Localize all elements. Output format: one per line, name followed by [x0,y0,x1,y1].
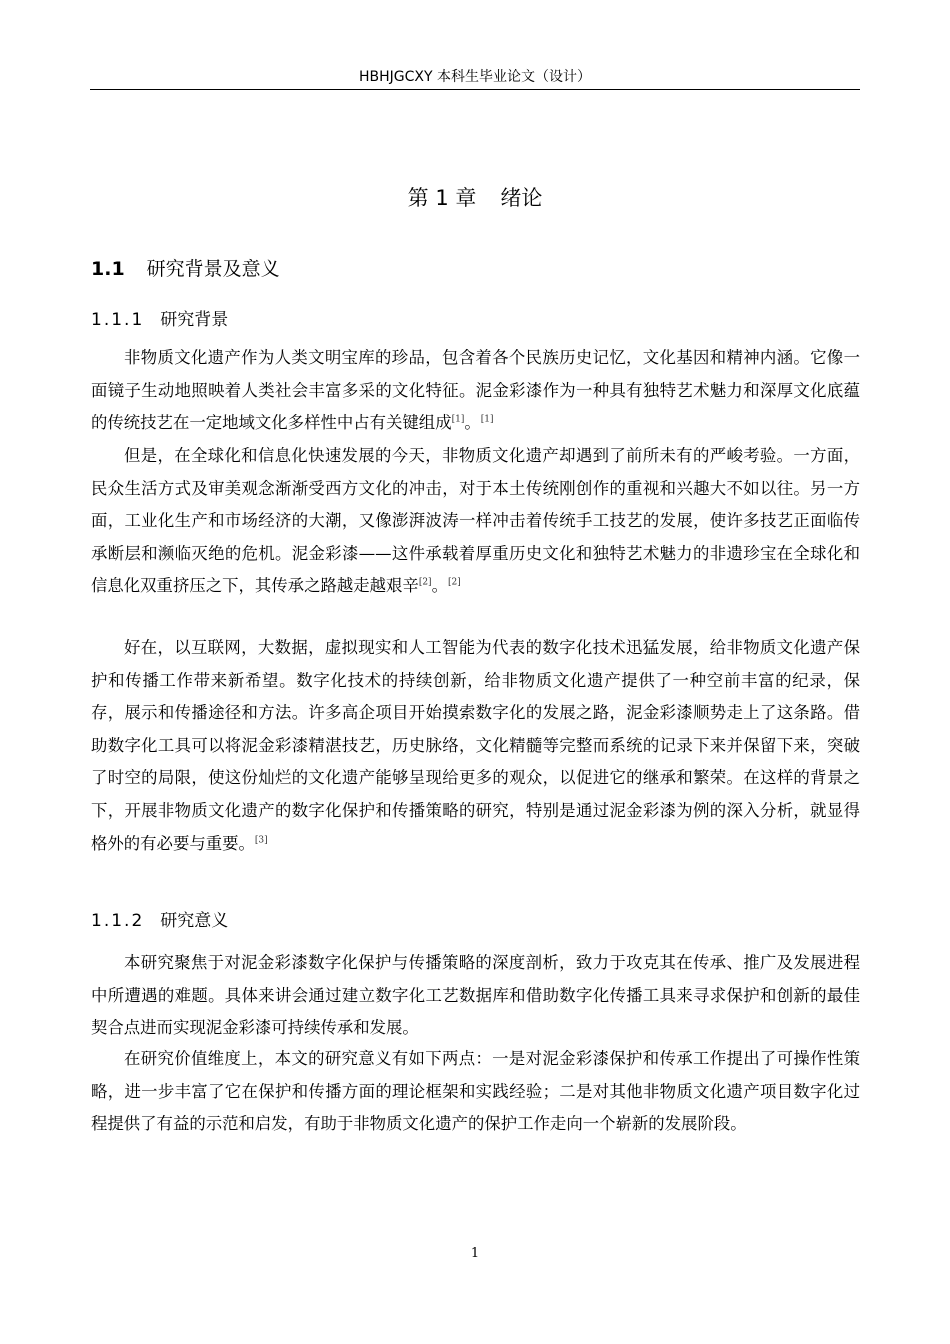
subsection-name: 研究背景 [160,310,229,330]
citation-marker: [3] [254,835,268,846]
chapter-name: 绪论 [500,186,543,210]
background-paragraph-1 [91,342,860,440]
section-heading-1-1 [91,256,280,282]
chapter-title [90,183,860,213]
subsection-heading-1-1-2 [91,909,228,933]
section-number: 1.1 [91,258,125,280]
page-number: 1 [470,1246,480,1261]
paragraph-text: 但是，在全球化和信息化快速发展的今天，非物质文化遗产却遇到了前所未有的严峻考验。一方面，民众生活方式及审美观念渐渐受西方文化的冲击，对于本土传统刚创作的重视和兴趣大不如以往。另一方面，工业化生产和市场经济的大潮，又像澎湃波涛一样冲击着传统手工技艺的发展，使许多技艺正面临传承断层和濒临灭绝的危机。泥金彩漆——这件承载着厚重历史文化和独特艺术魅力的非遗珍宝在全球化和信息化双重挤压之下，其传承之路越走越艰辛 [91,446,860,596]
citation-marker: [1] [480,414,494,425]
significance-paragraph-2: 在研究价值维度上，本文的研究意义有如下两点：一是对泥金彩漆保护和传承工作提出了可操作性策略，进一步丰富了它在保护和传播方面的理论框架和实践经验；二是对其他非物质文化遗产项目数字化过程提供了有益的示范和启发，有助于非物质文化遗产的保护工作走向一个崭新的发展阶段。 [91,1049,860,1134]
subsection-name: 研究意义 [160,911,229,931]
paragraph-end: 。 [431,576,448,596]
subsection-heading-1-1-1 [91,308,228,332]
citation-marker: [2] [418,577,432,588]
paragraph-end: 。 [464,413,481,433]
running-header: HBHJGCXY 本科生毕业论文（设计） [90,68,860,90]
significance-paragraph-1: 本研究聚焦于对泥金彩漆数字化保护与传播策略的深度剖析，致力于攻克其在传承、推广及发展进程中所遭遇的难题。具体来讲会通过建立数字化工艺数据库和借助数字化传播工具来寻求保护和创新的最佳契合点进而实现泥金彩漆可持续传承和发展。 [91,953,860,1038]
section-name: 研究背景及意义 [146,258,280,280]
subsection-number: 1.1.2 [91,911,145,931]
citation-marker: [2] [447,577,461,588]
citation-marker: [1] [451,414,465,425]
paragraph-text: 好在，以互联网，大数据，虚拟现实和人工智能为代表的数字化技术迅猛发展，给非物质文化遗产保护和传播工作带来新希望。数字化技术的持续创新，给非物质文化遗产提供了一种空前丰富的纪录，保存，展示和传播途径和方法。许多高企项目开始摸索数字化的发展之路，泥金彩漆顺势走上了这条路。借助数字化工具可以将泥金彩漆精湛技艺，历史脉络，文化精髓等完整而系统的记录下来并保留下来，突破了时空的局限，使这份灿烂的文化遗产能够呈现给更多的观众，以促进它的继承和繁荣。在这样的背景之下，开展非物质文化遗产的数字化保护和传播策略的研究，特别是通过泥金彩漆为例的深入分析，就显得格外的有必要与重要。 [91,638,860,853]
paragraph-text: 非物质文化遗产作为人类文明宝库的珍品，包含着各个民族历史记忆，文化基因和精神内涵。它像一面镜子生动地照映着人类社会丰富多采的文化特征。泥金彩漆作为一种具有独特艺术魅力和深厚文化底蕴的传统技艺在一定地域文化多样性中占有关键组成 [91,348,860,433]
background-paragraph-3 [91,632,860,860]
subsection-number: 1.1.1 [91,310,145,330]
background-paragraph-2 [91,440,860,603]
chapter-number: 第 1 章 [407,186,477,210]
